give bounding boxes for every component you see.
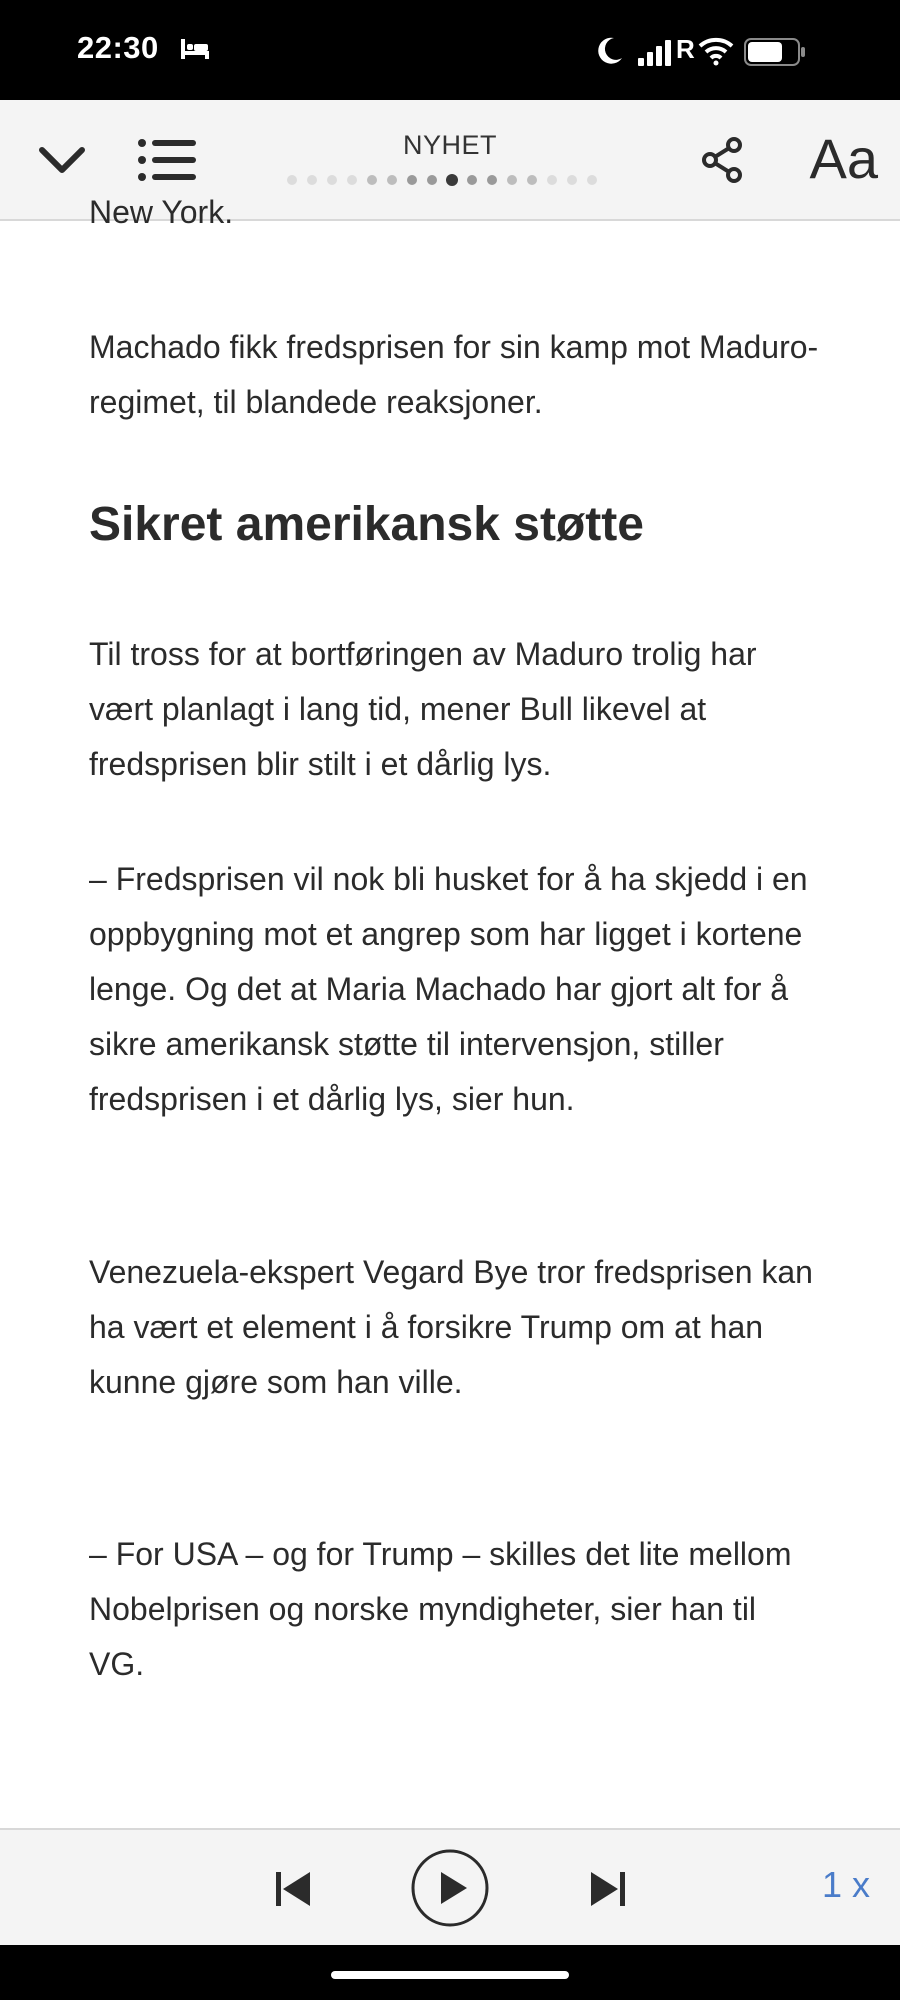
- page-dot: [567, 175, 577, 185]
- page-dot: [527, 175, 537, 185]
- audio-player: [0, 1828, 900, 1947]
- font-size-button[interactable]: Aa: [809, 127, 878, 190]
- battery-icon: [744, 38, 806, 66]
- page-dot: [347, 175, 357, 185]
- page-dot: [507, 175, 517, 185]
- status-icons: [594, 32, 824, 72]
- article-paragraph: Til tross for at bortføringen av Maduro trolig har vært planlagt i lang tid, mener Bull likevel at fredsprisen blir stilt i et dårlig lys.: [89, 636, 757, 782]
- page-dot: [387, 175, 397, 185]
- play-icon[interactable]: [410, 1848, 490, 1928]
- article-body: [89, 194, 819, 1827]
- section-label: NYHET: [402, 130, 497, 160]
- article-paragraph: – For USA – og for Trump – skilles det lite mellom Nobelprisen og norske myndigheter, sier han til VG.: [89, 1536, 792, 1682]
- page-dot: [327, 175, 337, 185]
- page-dot: [307, 175, 317, 185]
- page-dot: [427, 175, 437, 185]
- page-dot: [587, 175, 597, 185]
- page-dot: [467, 175, 477, 185]
- skip-back-icon[interactable]: [274, 1870, 312, 1908]
- skip-forward-icon[interactable]: [589, 1870, 627, 1908]
- article-fragment: New York.: [89, 194, 234, 230]
- article-paragraph: Venezuela-ekspert Vegard Bye tror fredsprisen kan ha vært et element i å forsikre Trump om at han kunne gjøre som han ville.: [89, 1254, 813, 1400]
- home-indicator[interactable]: [331, 1971, 569, 1979]
- page-dot: [287, 175, 297, 185]
- playback-speed-button[interactable]: 1 x: [821, 1864, 870, 1905]
- page-dot: [367, 175, 377, 185]
- home-bar-area: [0, 1945, 900, 2000]
- moon-icon: [594, 36, 624, 66]
- status-time: 22:30: [77, 30, 159, 65]
- roaming-indicator: R: [676, 34, 695, 64]
- article-paragraph: Machado fikk fredsprisen for sin kamp mot Maduro-regimet, til blandede reaksjoner.: [89, 329, 819, 420]
- signal-icon: [638, 40, 674, 66]
- share-icon[interactable]: [700, 136, 744, 184]
- page-dot: [407, 175, 417, 185]
- bed-icon: [180, 38, 210, 60]
- status-bar: [0, 0, 900, 100]
- page-dot: [547, 175, 557, 185]
- page-dot: [487, 175, 497, 185]
- article-paragraph: – Fredsprisen vil nok bli husket for å ha skjedd i en oppbygning mot et angrep som har ligget i kortene lenge. Og det at Maria Machado har gjort alt for å sikre amerikansk støtte til intervensjon, stiller fredsprisen i et dårlig lys, sier hun.: [89, 861, 808, 1117]
- article-subheading: Sikret amerikansk støtte: [89, 498, 644, 551]
- wifi-icon: [698, 36, 734, 66]
